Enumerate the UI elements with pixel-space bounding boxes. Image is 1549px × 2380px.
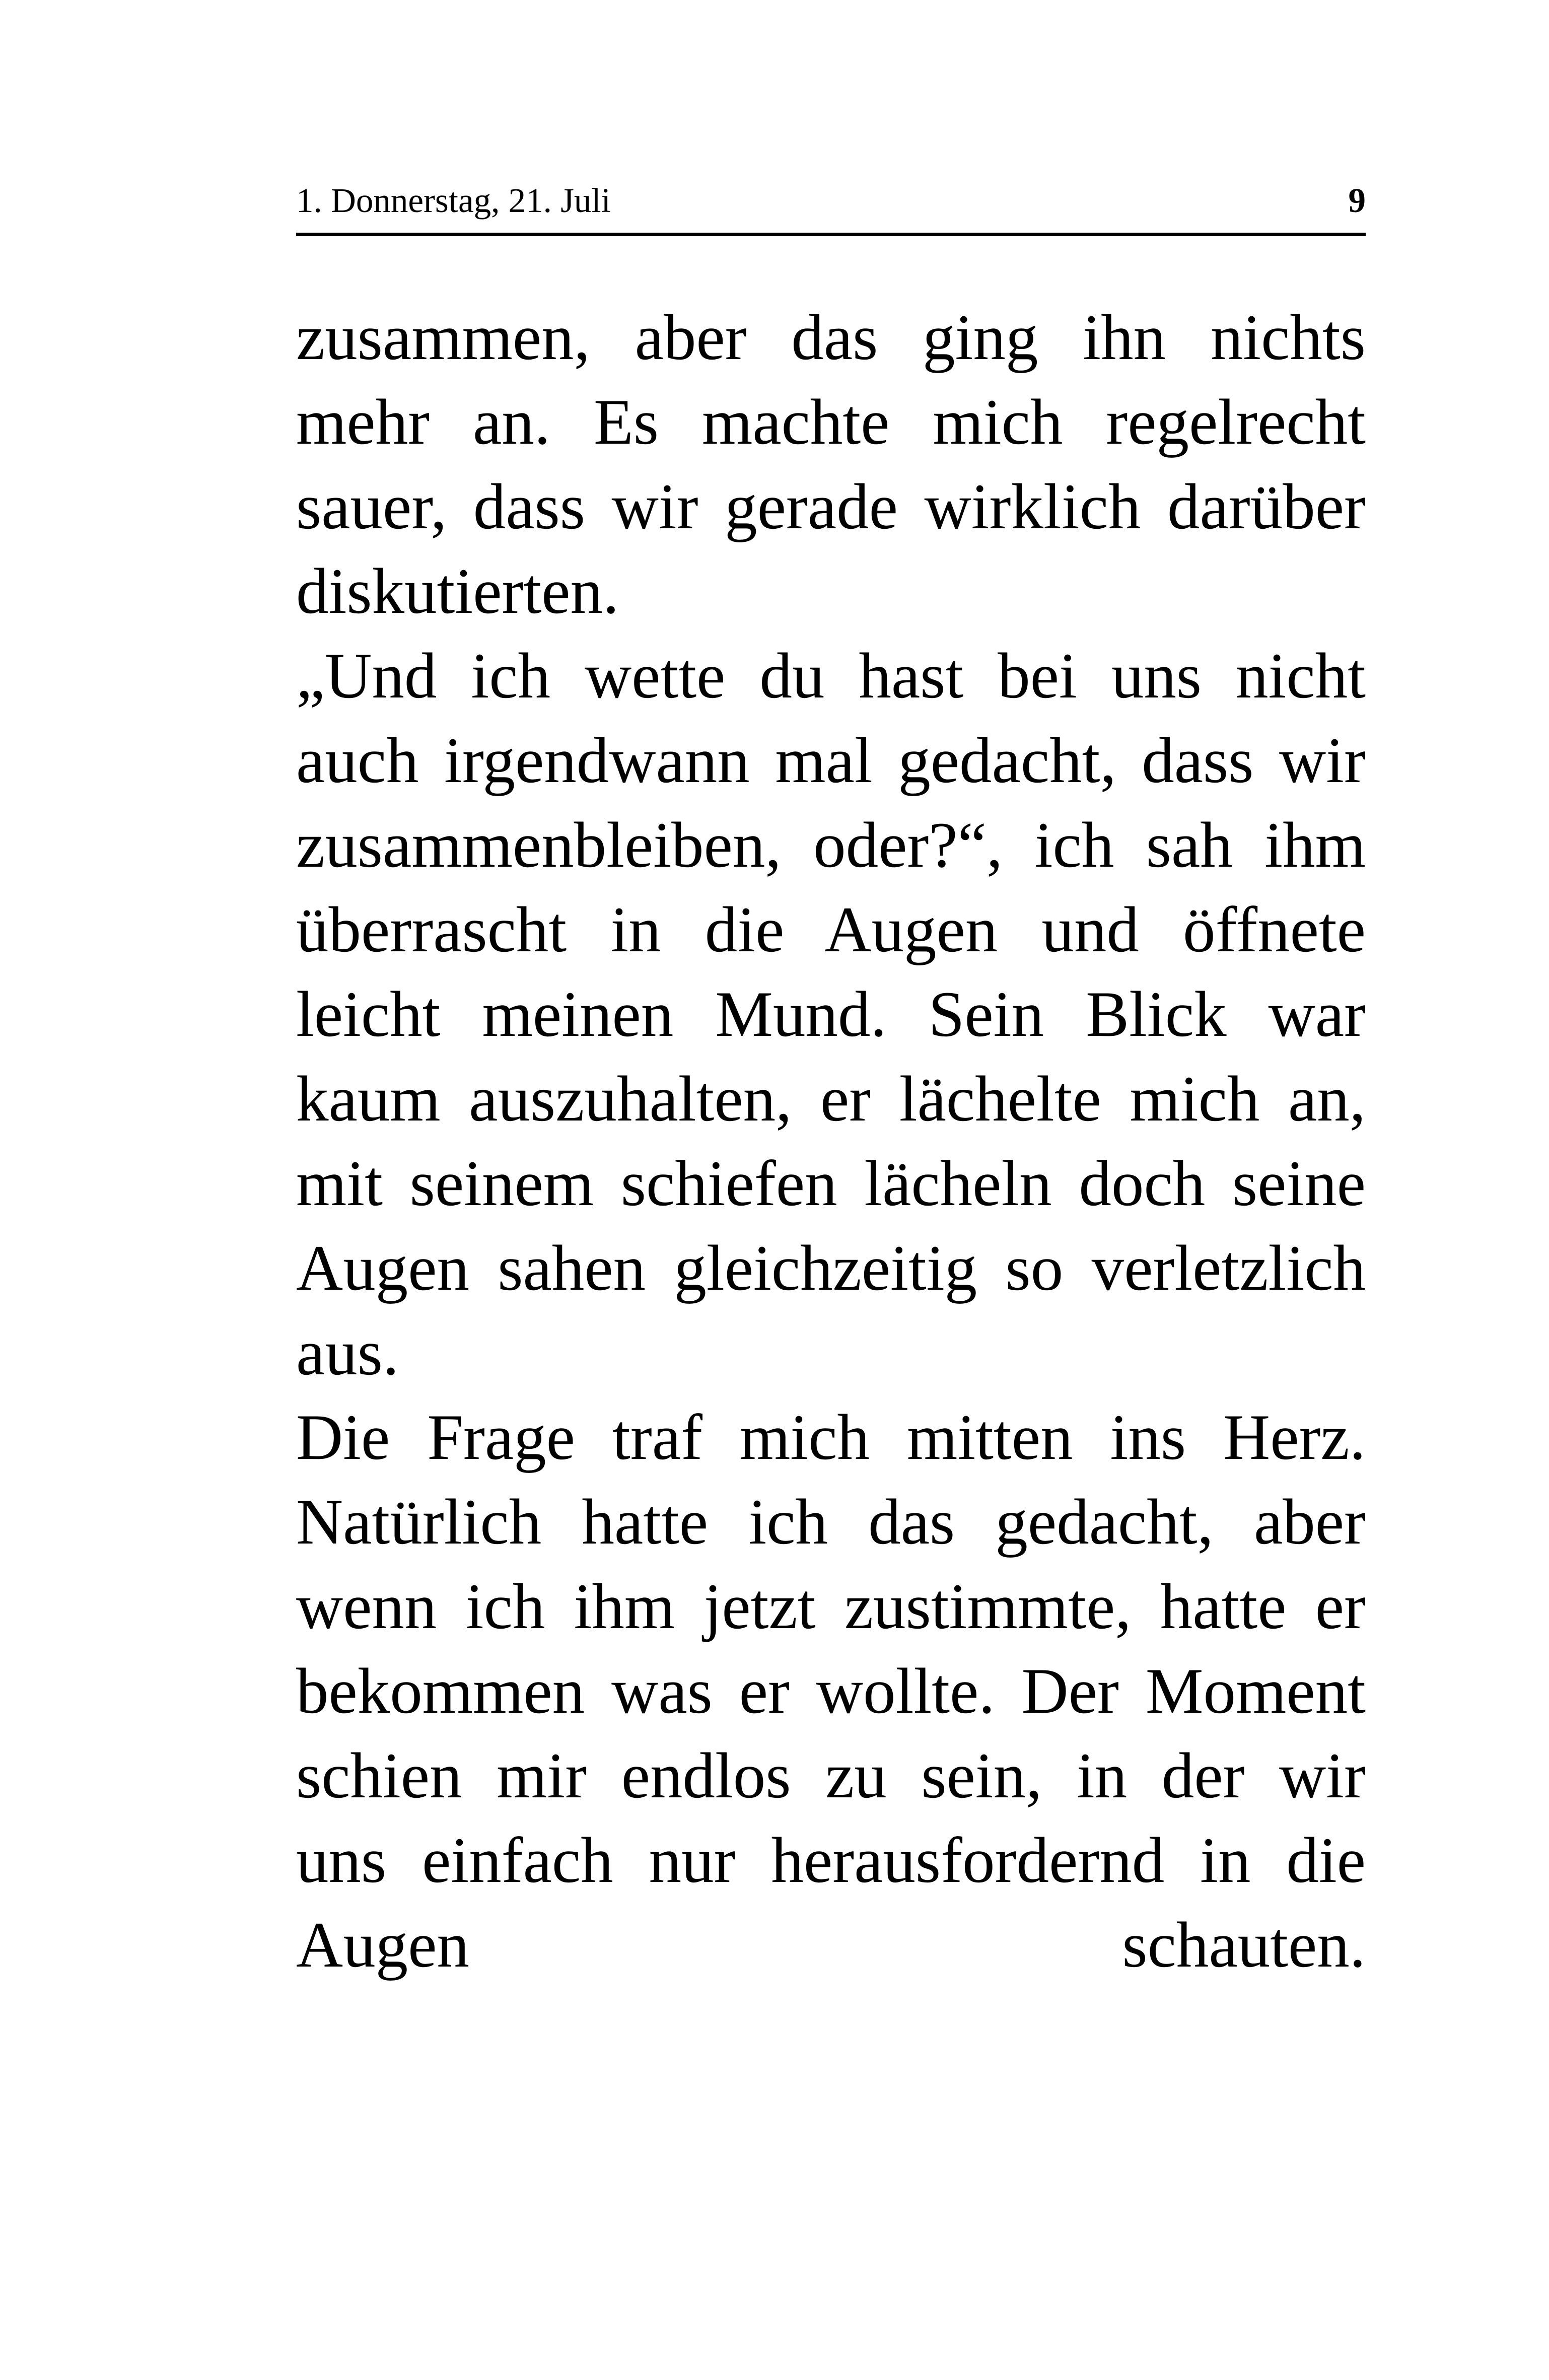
text-line: kaum auszuhalten, er lächelte mich an, [296,1063,1366,1135]
text-line: aus. [296,1316,399,1388]
text-line: Augen sahen gleichzeitig so verletzlich [296,1232,1366,1304]
body-text [296,295,1366,1987]
text-line: Die Frage traf mich mitten ins Herz. [296,1401,1366,1473]
text-line: wenn ich ihm jetzt zustimmte, hatte er [296,1570,1366,1642]
text-line: überrascht in die Augen und öffnete [296,893,1366,965]
text-line: zusammen, aber das ging ihn nichts [296,301,1366,373]
text-line: Natürlich hatte ich das gedacht, aber [296,1486,1366,1558]
header-rule [296,233,1366,236]
text-line: mehr an. Es machte mich regelrecht [296,386,1366,458]
text-line: leicht meinen Mund. Sein Blick war [296,978,1366,1050]
text-line: bekommen was er wollte. Der Moment [296,1655,1366,1727]
text-line: sauer, dass wir gerade wirklich darüber [296,470,1366,542]
page-number: 9 [1348,181,1366,220]
text-line: Augen schauten. [296,1909,1366,1981]
text-line: schien mir endlos zu sein, in der wir [296,1739,1366,1811]
chapter-title: 1. Donnerstag, 21. Juli [296,181,611,220]
running-header [296,171,1366,232]
text-line: diskutierten. [296,555,619,627]
text-line: auch irgendwann mal gedacht, dass wir [296,724,1366,796]
text-line: mit seinem schiefen lächeln doch seine [296,1147,1366,1219]
text-line: „Und ich wette du hast bei uns nicht [296,640,1366,712]
text-line: zusammenbleiben, oder?“, ich sah ihm [296,809,1366,881]
text-line: uns einfach nur herausfordernd in die [296,1824,1366,1896]
